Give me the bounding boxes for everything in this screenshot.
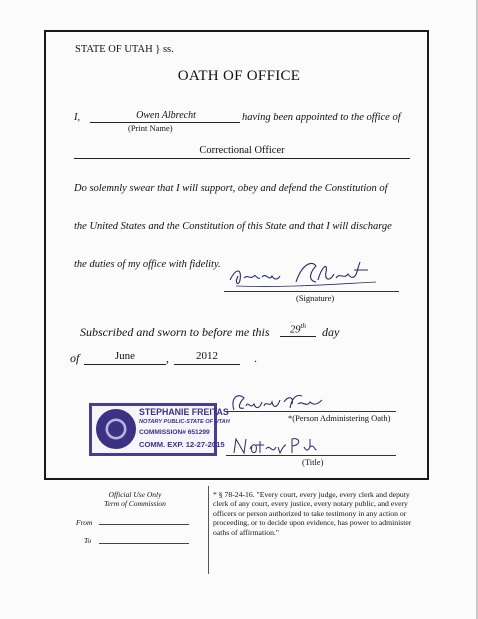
document-title: OATH OF OFFICE [177,68,301,84]
administrator-caption: *(Person Administering Oath) [288,413,391,423]
year-line [174,364,240,365]
notary-stamp [89,403,230,456]
statute-text: * § 78-24-16. "Every court, every judge, every clerk and deputy clerk of any court, every justice, every notary public, and every officers or person authorized to take testimony in any action or proceeding, or to decide upon evidence, has power to administer oaths of affirmation." [213,490,412,537]
from-label: From [76,518,93,527]
to-line [99,543,189,544]
to-label: To [84,536,92,545]
notary-commission: COMMISSION# 651299 [139,429,210,436]
officer-signature [226,258,386,294]
date-comma: , [166,351,169,365]
month-value: June [114,350,136,362]
footer-divider [208,486,209,574]
day-line [280,336,316,337]
oath-line-1: Do solemnly swear that I will support, obey and defend the Constitution of [74,183,388,194]
official-use-heading: Official Use Only [108,490,162,499]
oath-lead-pronoun: I, [74,112,81,123]
date-period: . [254,351,257,365]
notary-state: NOTARY PUBLIC-STATE OF UTAH [139,419,230,425]
from-line [99,524,189,525]
administrator-line [226,411,396,412]
day-value: 29th [290,322,306,336]
of-word: of [70,351,80,365]
month-line [84,364,166,365]
day-word: day [322,325,340,339]
title-handwriting [230,435,320,457]
appointed-text: having been appointed to the office of [242,112,401,123]
print-name-caption: (Print Name) [128,123,173,133]
notary-expiration: COMM. EXP. 12-27-2015 [139,440,225,449]
title-line [226,455,396,456]
office-line [74,158,410,159]
oath-line-2: the United States and the Constitution of this State and that I will discharge [74,221,392,232]
office-value: Correctional Officer [199,145,285,156]
sworn-text: Subscribed and sworn to before me this [80,325,270,339]
year-value: 2012 [196,350,218,362]
title-caption: (Title) [302,457,324,467]
notary-name: STEPHANIE FREITAS [139,407,229,417]
term-of-commission-heading: Term of Commission [104,499,166,508]
signature-caption: (Signature) [296,293,335,303]
print-name-value: Owen Albrecht [136,110,196,121]
state-venue: STATE OF UTAH } ss. [75,44,174,55]
state-seal-icon [96,409,136,449]
oath-line-3: the duties of my office with fidelity. [74,259,221,270]
signature-line [224,291,399,292]
